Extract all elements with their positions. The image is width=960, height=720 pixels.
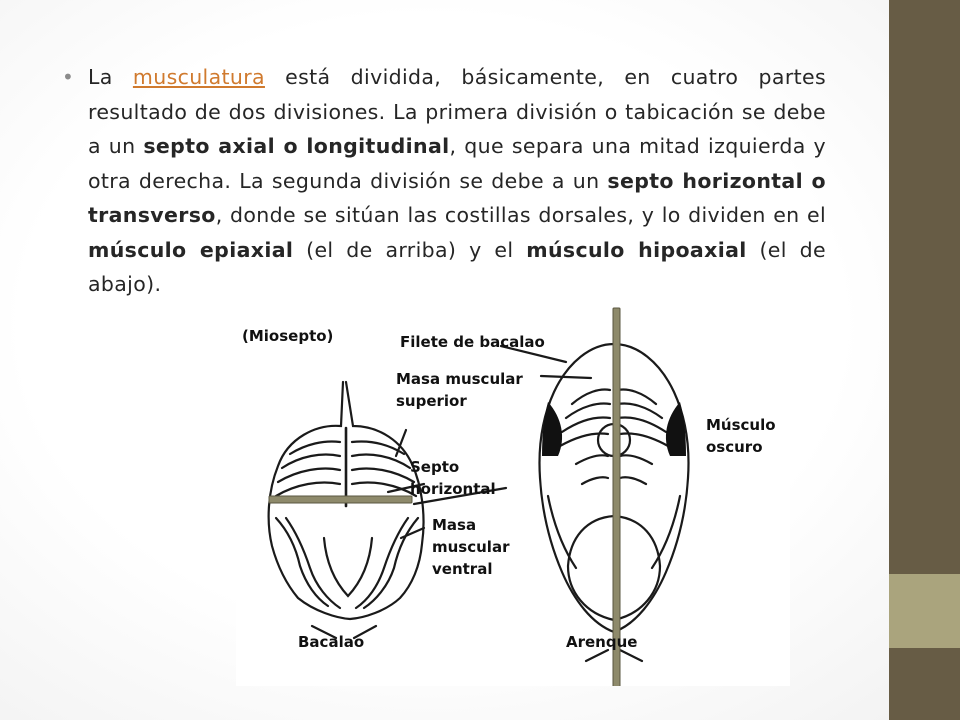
label-line: Septo bbox=[410, 458, 460, 476]
bullet-item bbox=[62, 60, 826, 302]
bold-term-hipoaxial: músculo hipoaxial bbox=[526, 237, 747, 262]
axial-septum-bar bbox=[613, 308, 620, 686]
label-line: Músculo bbox=[706, 416, 776, 434]
sidebar-band-bottom bbox=[889, 648, 960, 720]
label-line: muscular bbox=[432, 538, 510, 556]
label-arenque: Arenque bbox=[566, 633, 638, 651]
bold-term-horizontal-septum: septo horizontal o transverso bbox=[88, 168, 826, 227]
bullet-marker: • bbox=[62, 65, 75, 89]
text-run: La bbox=[88, 65, 133, 89]
musculatura-link[interactable]: musculatura bbox=[132, 65, 265, 89]
label-line: horizontal bbox=[410, 480, 496, 498]
sidebar-band-middle bbox=[889, 574, 960, 648]
decorative-sidebar bbox=[889, 0, 960, 720]
label-musculo-oscuro bbox=[706, 414, 776, 458]
fish-cross-section-drawing bbox=[236, 306, 790, 686]
label-line: oscuro bbox=[706, 438, 763, 456]
text-run: (el de arriba) y el bbox=[293, 237, 527, 262]
label-masa-ventral bbox=[432, 514, 509, 580]
label-line: superior bbox=[396, 392, 467, 410]
text-run: , donde se sitúan las costillas dorsales, y lo dividen en el bbox=[215, 203, 826, 227]
label-line: Masa muscular bbox=[396, 370, 523, 388]
horizontal-septum-bar bbox=[269, 496, 412, 503]
label-miosepto: (Miosepto) bbox=[242, 327, 334, 345]
text-run: (el de abajo). bbox=[88, 237, 826, 296]
sidebar-band-top bbox=[889, 0, 960, 574]
label-bacalao: Bacalao bbox=[298, 633, 365, 651]
label-septo-horizontal bbox=[410, 456, 496, 500]
label-line: Masa bbox=[432, 516, 477, 534]
label-line: ventral bbox=[432, 560, 493, 578]
text-run: , que separa una mitad izquierda y otra derecha. La segunda división se debe a un bbox=[88, 134, 826, 193]
label-filete: Filete de bacalao bbox=[400, 333, 545, 351]
body-paragraph bbox=[88, 60, 826, 302]
label-masa-superior bbox=[396, 368, 523, 412]
text-run: está dividida, básicamente, en cuatro partes resultado de dos divisiones. La primera división o tabicación se debe a un bbox=[88, 65, 826, 158]
fish-section-figure bbox=[236, 306, 790, 686]
bold-term-axial-septum: septo axial o longitudinal bbox=[143, 134, 450, 158]
bold-term-epiaxial: músculo epiaxial bbox=[88, 237, 294, 262]
